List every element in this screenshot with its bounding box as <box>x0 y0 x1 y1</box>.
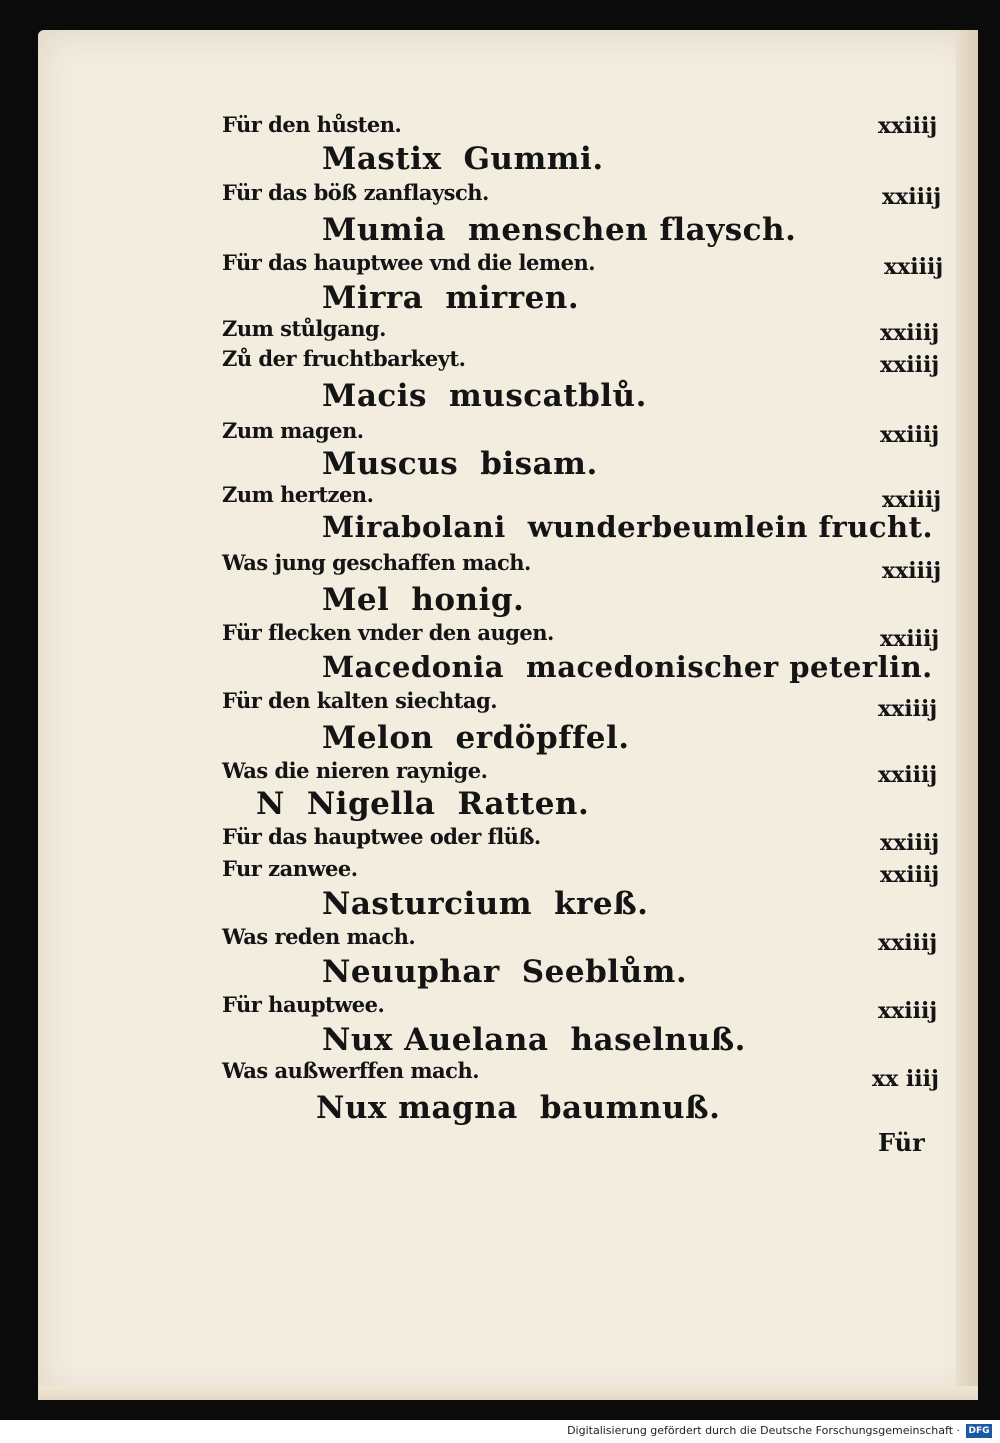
remedy-line: Für das hauptwee vnd die lemen. <box>222 250 596 275</box>
latin-name: Nux Auelana <box>322 1022 549 1058</box>
remedy-line: Zum hertzen. <box>222 482 374 507</box>
folio-number: xxiiij <box>880 422 940 448</box>
folio-number: xxiiij <box>878 696 938 722</box>
remedy-line: Zů der fruchtbarkeyt. <box>222 346 466 371</box>
folio-number: xxiiij <box>882 184 942 210</box>
latin-name: Mumia <box>322 212 447 248</box>
folio-number: xxiiij <box>884 254 944 280</box>
herb-heading <box>256 786 589 822</box>
footer-credit: Digitalisierung gefördert durch die Deutsche Forschungsgemeinschaft · <box>567 1424 960 1437</box>
herb-heading <box>322 141 604 177</box>
remedy-line: Was außwerffen mach. <box>222 1058 480 1083</box>
remedy-line: Was die nieren raynige. <box>222 758 488 783</box>
remedy-line: Für das böß zanflaysch. <box>222 180 489 205</box>
folio-number: xxiiij <box>880 626 940 652</box>
german-name: bisam. <box>480 446 598 482</box>
herb-heading <box>322 1022 746 1058</box>
folio-number: xxiiij <box>880 830 940 856</box>
herb-heading <box>322 280 579 316</box>
herb-heading <box>322 886 648 922</box>
remedy-line: Zum magen. <box>222 418 364 443</box>
german-name: muscatblů. <box>449 378 647 414</box>
herb-heading <box>322 212 796 248</box>
herb-heading <box>322 954 687 990</box>
latin-name: Nasturcium <box>322 886 533 922</box>
remedy-line: Für flecken vnder den augen. <box>222 620 554 645</box>
page-edge <box>956 30 978 1400</box>
folio-number: xxiiij <box>880 320 940 346</box>
folio-number: xx iiij <box>872 1066 939 1092</box>
remedy-line: Für den kalten siechtag. <box>222 688 498 713</box>
german-name: macedonischer peterlin. <box>526 650 933 684</box>
folio-number: xxiiij <box>880 862 940 888</box>
latin-name: Macis <box>322 378 428 414</box>
catchword: Für <box>878 1128 925 1157</box>
german-name: wunderbeumlein frucht. <box>527 510 934 544</box>
latin-name: Mastix <box>322 141 442 177</box>
herb-heading <box>322 510 933 544</box>
remedy-line: Für den hůsten. <box>222 112 402 137</box>
latin-name: Mirabolani <box>322 510 506 544</box>
remedy-line: Für hauptwee. <box>222 992 385 1017</box>
remedy-line: Zum stůlgang. <box>222 316 386 341</box>
section-letter: N <box>256 786 285 822</box>
page-bottom-edge <box>38 1386 978 1400</box>
folio-number: xxiiij <box>878 930 938 956</box>
german-name: haselnuß. <box>570 1022 746 1058</box>
german-name: Ratten. <box>457 786 590 822</box>
footer-bar <box>0 1420 1000 1443</box>
herb-heading <box>322 378 647 414</box>
latin-name: Melon <box>322 720 434 756</box>
folio-number: xxiiij <box>878 113 938 139</box>
folio-number: xxiiij <box>880 352 940 378</box>
latin-name: Muscus <box>322 446 459 482</box>
latin-name: Mel <box>322 582 390 618</box>
latin-name: Mirra <box>322 280 424 316</box>
herb-heading <box>322 446 598 482</box>
remedy-line: Was reden mach. <box>222 924 416 949</box>
remedy-line: Was jung geschaffen mach. <box>222 550 531 575</box>
herb-heading <box>316 1090 720 1126</box>
latin-name: Macedonia <box>322 650 505 684</box>
german-name: Seeblům. <box>521 954 688 990</box>
latin-name: Nigella <box>306 786 436 822</box>
remedy-line: Fur zanwee. <box>222 856 358 881</box>
german-name: erdöpffel. <box>455 720 630 756</box>
remedy-line: Für das hauptwee oder flüß. <box>222 824 541 849</box>
german-name: honig. <box>411 582 525 618</box>
folio-number: xxiiij <box>882 558 942 584</box>
herb-heading <box>322 720 630 756</box>
folio-number: xxiiij <box>878 762 938 788</box>
latin-name: Neuuphar <box>322 954 500 990</box>
german-name: mirren. <box>445 280 580 316</box>
folio-number: xxiiij <box>878 998 938 1024</box>
german-name: menschen flaysch. <box>468 212 797 248</box>
german-name: kreß. <box>554 886 649 922</box>
latin-name: Nux magna <box>316 1090 518 1126</box>
german-name: Gummi. <box>463 141 604 177</box>
dfg-logo: DFG <box>966 1424 992 1438</box>
german-name: baumnuß. <box>539 1090 721 1126</box>
herb-heading <box>322 582 524 618</box>
folio-number: xxiiij <box>882 487 942 513</box>
herb-heading <box>322 650 933 684</box>
